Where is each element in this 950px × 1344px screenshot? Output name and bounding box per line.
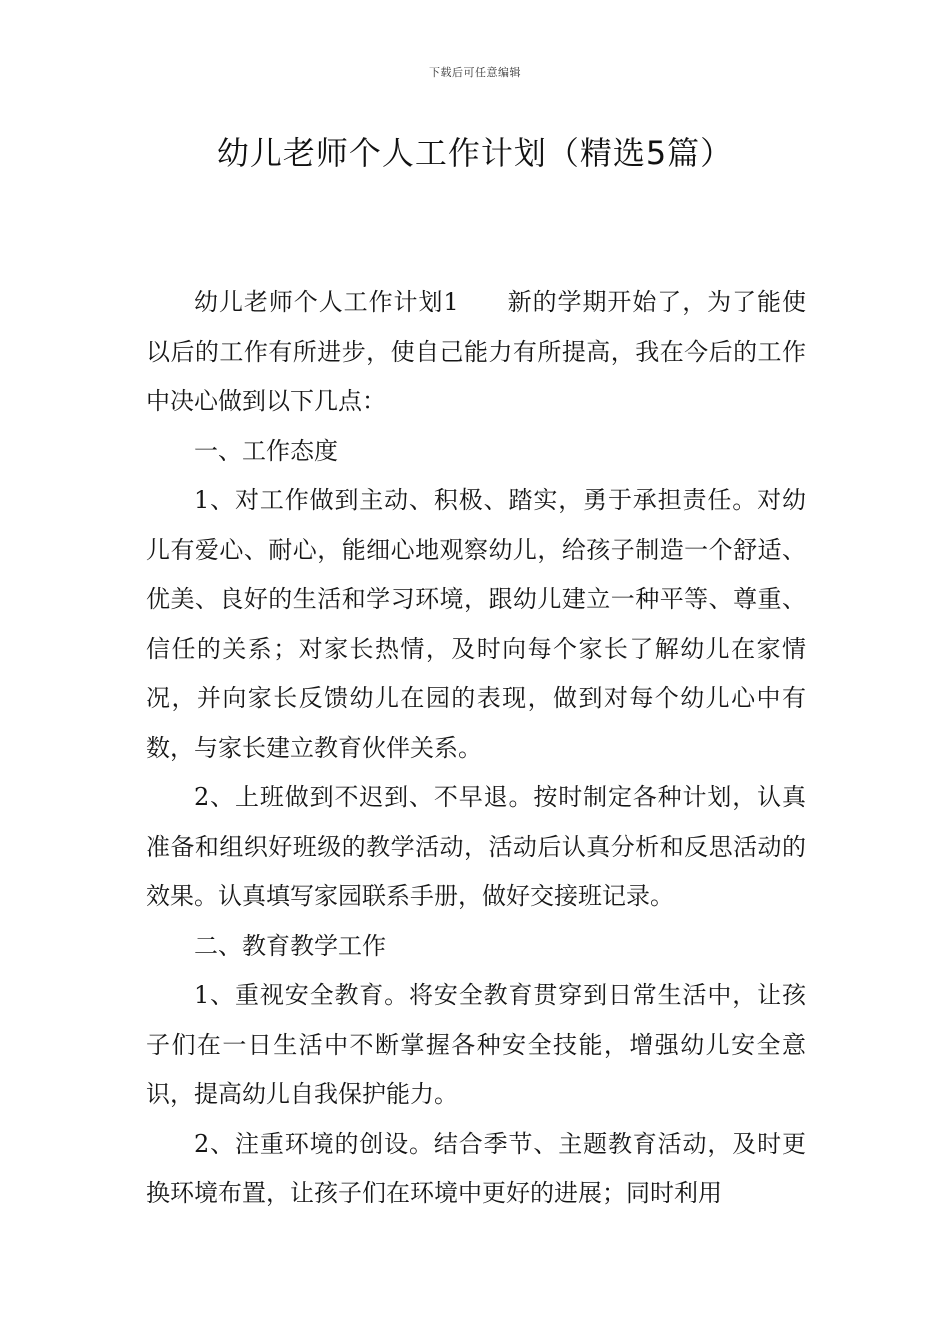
paragraph: 1、重视安全教育。将安全教育贯穿到日常生活中，让孩子们在一日生活中不断掌握各种安全技能，增强幼儿安全意识，提高幼儿自我保护能力。 <box>146 981 806 1108</box>
header-note: 下载后可任意编辑 <box>429 66 521 79</box>
paragraph: 2、注重环境的创设。结合季节、主题教育活动，及时更换环境布置，让孩子们在环境中更好的进展；同时利用 <box>146 1129 806 1207</box>
paragraph: 2、上班做到不迟到、不早退。按时制定各种计划，认真准备和组织好班级的教学活动，活动后认真分析和反思活动的效果。认真填写家园联系手册，做好交接班记录。 <box>146 783 806 910</box>
section-heading: 一、工作态度 <box>194 436 338 465</box>
plan-heading: 幼儿老师个人工作计划1 <box>194 288 459 316</box>
page-title: 幼儿老师个人工作计划（精选5篇） <box>216 134 734 172</box>
paragraph <box>146 278 806 427</box>
section-heading: 二、教育教学工作 <box>194 931 386 960</box>
document-body <box>146 278 806 1219</box>
paragraph-text: 新的学期开始了，为了能使以后的工作有所进步，使自己能力有所提高，我在今后的工作中决心做到以下几点： <box>146 288 806 415</box>
paragraph: 1、对工作做到主动、积极、踏实，勇于承担责任。对幼儿有爱心、耐心，能细心地观察幼儿，给孩子制造一个舒适、优美、良好的生活和学习环境，跟幼儿建立一种平等、尊重、信任的关系；对家长热情，及时向每个家长了解幼儿在家情况，并向家长反馈幼儿在园的表现，做到对每个幼儿心中有数，与家长建立教育伙伴关系。 <box>146 486 806 762</box>
